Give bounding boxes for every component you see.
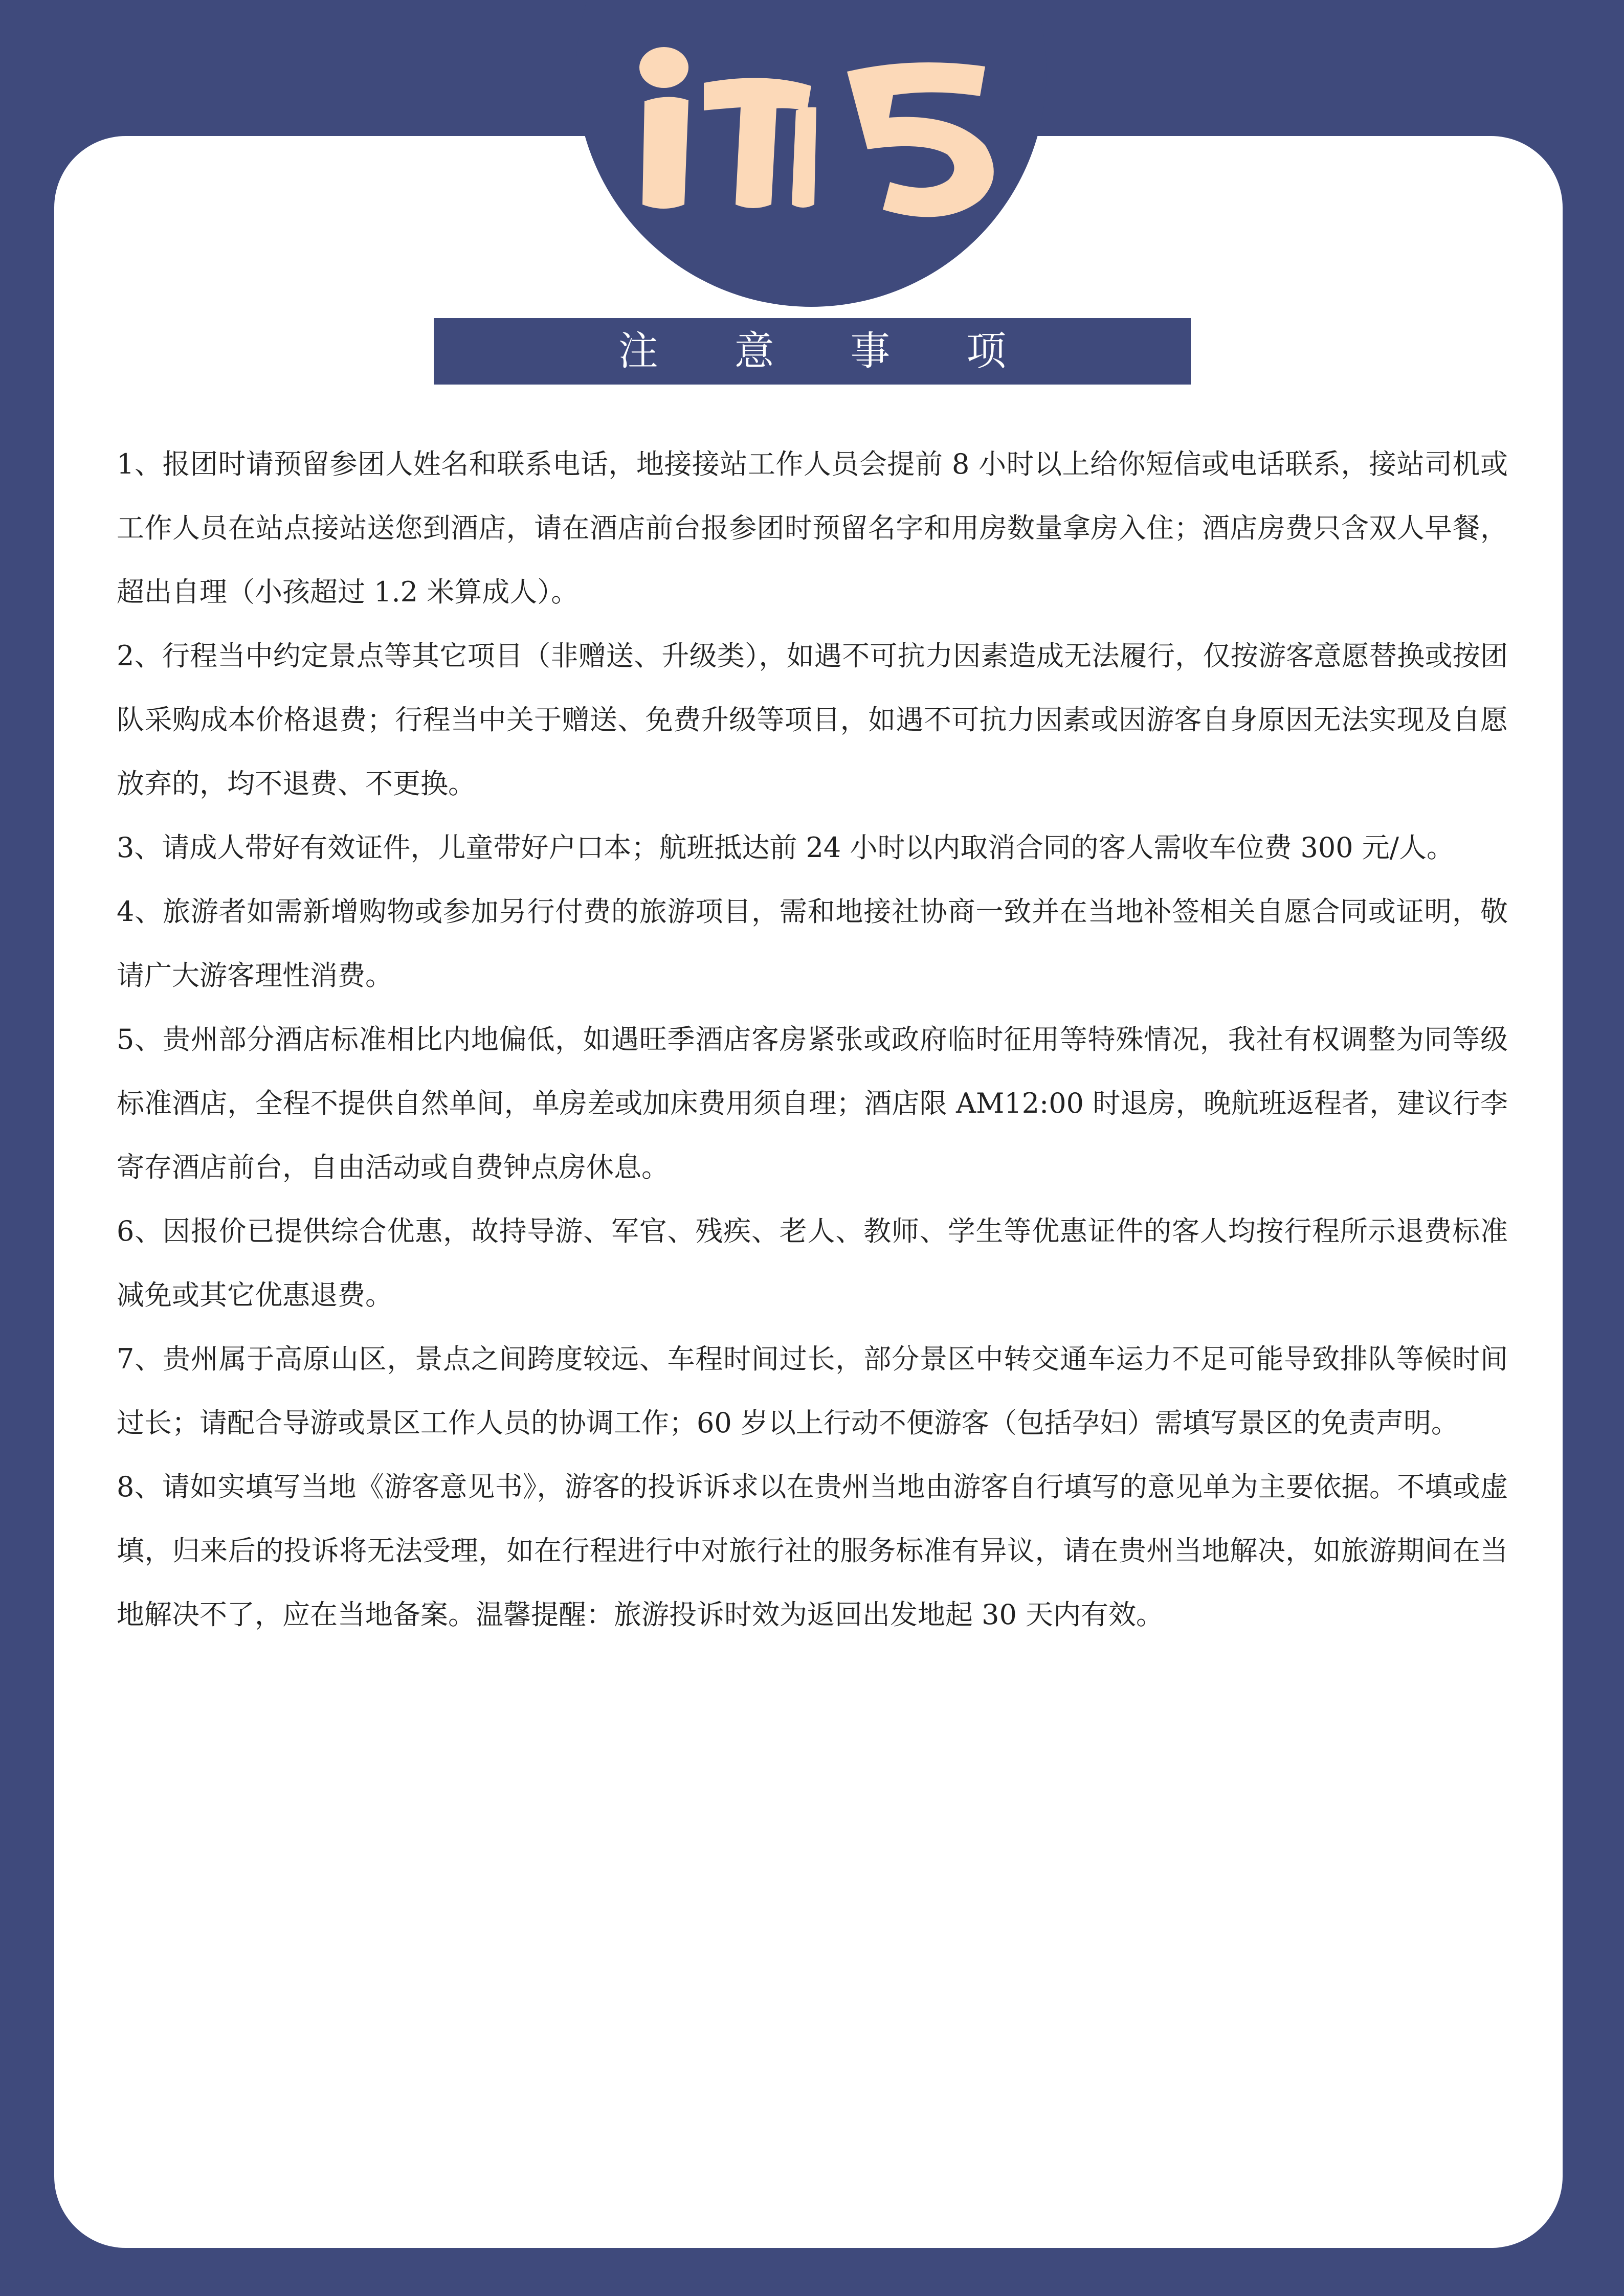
notice-item: 7、贵州属于高原山区，景点之间跨度较远、车程时间过长，部分景区中转交通车运力不足可能导致排队等候时间过长；请配合导游或景区工作人员的协调工作；60 岁以上行动不便游客（包括孕妇）需填写景区的免责声明。 [117,1343,1508,1439]
notice-list [117,432,1508,1647]
notice-item: 8、请如实填写当地《游客意见书》，游客的投诉诉求以在贵州当地由游客自行填写的意见单为主要依据。不填或虚填，归来后的投诉将无法受理，如在行程进行中对旅行社的服务标准有异议，请在贵州当地解决，如旅游期间在当地解决不了，应在当地备案。温馨提醒：旅游投诉时效为返回出发地起 30 天内有效。 [117,1471,1508,1631]
notice-item: 6、因报价已提供综合优惠，故持导游、军官、残疾、老人、教师、学生等优惠证件的客人均按行程所示退费标准减免或其它优惠退费。 [117,1215,1508,1311]
section-title-bar [434,318,1191,385]
notice-item: 4、旅游者如需新增购物或参加另行付费的旅游项目，需和地接社协商一致并在当地补签相关自愿合同或证明，敬请广大游客理性消费。 [117,895,1508,992]
notice-item: 2、行程当中约定景点等其它项目（非赠送、升级类），如遇不可抗力因素造成无法履行，仅按游客意愿替换或按团队采购成本价格退费；行程当中关于赠送、免费升级等项目，如遇不可抗力因素或因游客自身原因无法实现及自愿放弃的，均不退费、不更换。 [117,640,1508,800]
notice-item: 3、请成人带好有效证件，儿童带好户口本；航班抵达前 24 小时以内取消合同的客人需收车位费 300 元/人。 [117,831,1454,864]
brand-logo [627,36,1016,230]
page-title: 注 意 事 项 [618,328,1038,374]
notice-item: 5、贵州部分酒店标准相比内地偏低，如遇旺季酒店客房紧张或政府临时征用等特殊情况，我社有权调整为同等级标准酒店，全程不提供自然单间，单房差或加床费用须自理；酒店限 AM12:00 时退房，晚航班返程者，建议行李寄存酒店前台，自由活动或自费钟点房休息。 [117,1023,1508,1183]
notice-item: 1、报团时请预留参团人姓名和联系电话，地接接站工作人员会提前 8 小时以上给你短信或电话联系，接站司机或工作人员在站点接站送您到酒店，请在酒店前台报参团时预留名字和用房数量拿房入住；酒店房费只含双人早餐，超出自理（小孩超过 1.2 米算成人）。 [117,448,1508,608]
